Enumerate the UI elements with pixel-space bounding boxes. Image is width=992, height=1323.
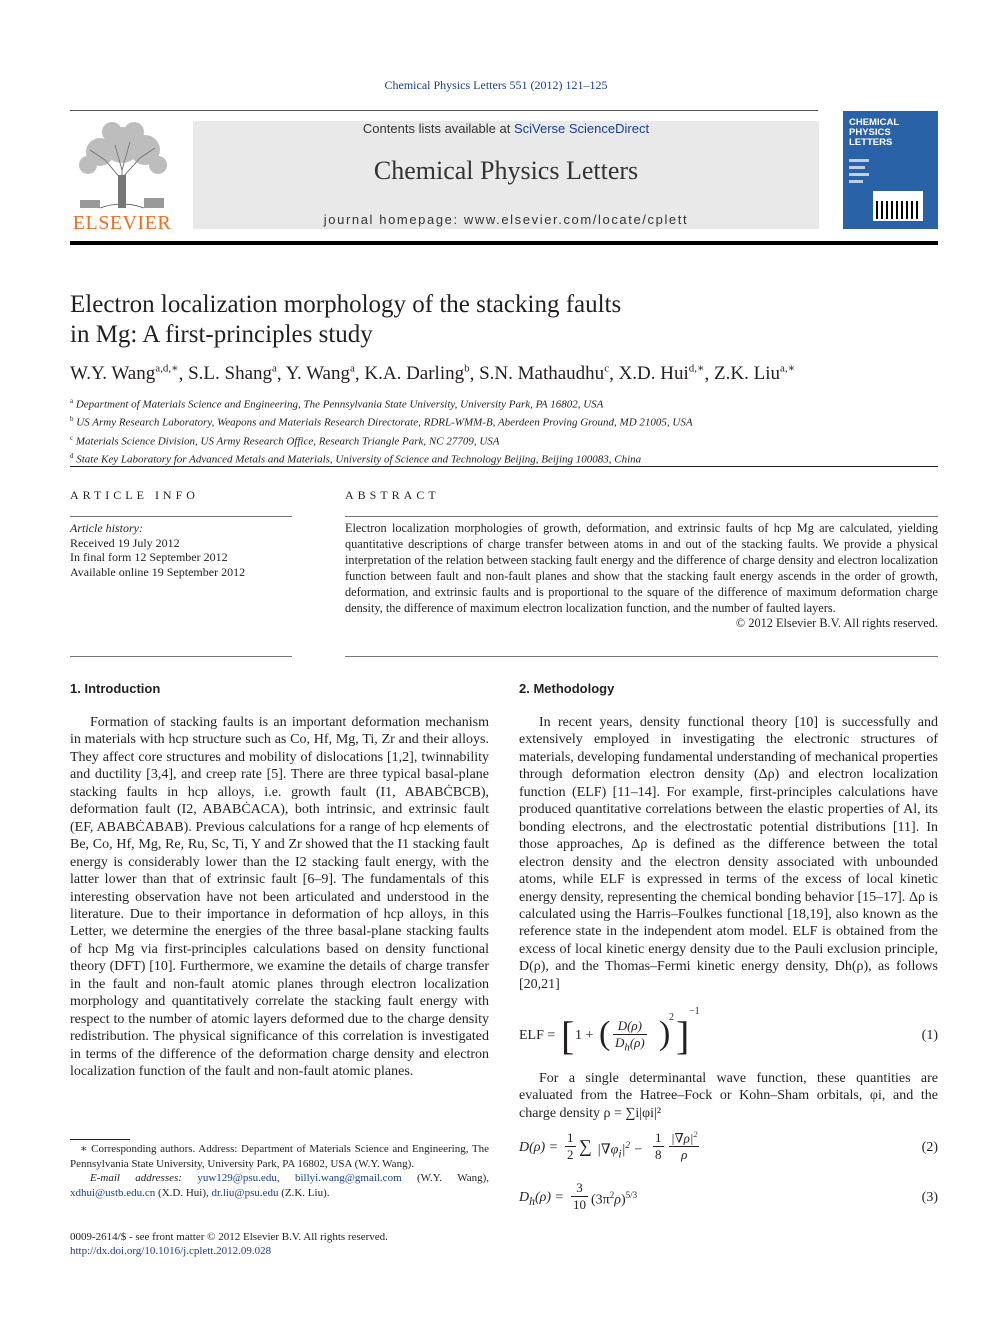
methodology-paragraph: In recent years, density functional theory [10] is successfully and extensively employed in investigating the electronic structures of materials, developing fundamental understanding of mechanical properties through deformation electron density (Δρ) and electron localization function (ELF) [11–14]. For example, first-principles calculations have produced quantitative correlations between the elastic properties of Al, its bonding electrons, and the electrostatic potential distributions [11]. In those approaches, Δρ is defined as the difference between the total electron density and the electron density associated with unbounded atoms, while ELF is expressed in terms of the excess of local kinetic energy density, representing the chemical bonding behavior [15–17]. Δρ is calculated using the Harris–Foulkes functional [18,19], also known as the reference state in the independent atom model. ELF is obtained from the excess of local kinetic energy density due to the Pauli exclusion principle, D(ρ), and the Thomas–Fermi kinetic energy density, Dh(ρ), as follows [20,21] <box>519 715 938 992</box>
author: W.Y. Wang$^{a,d,∗}$ <box>70 363 179 385</box>
equation-2: D(ρ) = $\frac{1}{2}$ ∑ $|\nabla\varphi_i|^2$ − $\frac{1}{8}$ $\frac{|\nabla\rho|^2}{\rho}$ (2) <box>519 1130 938 1163</box>
affiliation: $^b$ US Army Research Laboratory, Weapons and Materials Research Directorate, RDRL-WMM-B, Aberdeen Proving Ground, MD 21005, USA <box>70 415 693 429</box>
author: Y. Wang$^a$ <box>285 363 355 385</box>
equation-3: $D_h(\rho)$ = $\frac{3}{10}$ $(3\pi^2\rho)^{5/3}$ (3) <box>519 1180 938 1212</box>
contents-line <box>193 121 819 136</box>
methodology-paragraph: For a single determinantal wave function, these quantities are evaluated from the Hatree–Fock or Kohn–Sham orbitals, φi, and the charge density ρ = ∑i|φi|² <box>519 1071 938 1121</box>
received-date: Received 19 July 2012 <box>70 535 180 550</box>
intro-paragraph: Formation of stacking faults is an important deformation mechanism in materials with hcp structure such as Co, Hf, Mg, Ti, Zr and their alloys. They affect core structures and mobility of dislocations [1,2], twinnability and ductility [3,4], and creep rate [5]. There are three typical basal-plane stacking faults in hcp alloys, i.e. growth fault (I1, ABABĊBCB), deformation fault (I2, ABABĊACA), both intrinsic, and extrinsic fault (EF, ABABĊABAB). Previous calculations for a range of hcp elements of Be, Co, Hf, Mg, Re, Ru, Sc, Ti, Y and Zr showed that the I1 stacking fault energy is considerably lower than the I2 stacking fault energy, with the latter lower than that of extrinsic fault [6–9]. The fundamentals of this interesting observation have not been articulated and understood in the literature. Due to their importance in deformation of hcp alloys, in this Letter, we determine the energies of the three basal-plane stacking faults of hcp Mg via first-principles calculations based on density functional theory (DFT) [10]. Furthermore, we examine the details of charge transfer in the fault and non-fault atomic planes through electron localization morphology and quantitatively correlate the stacking fault energy with respect to the number of atomic layers deformed due to the charge density redistribution. The physical significance of this correlation is investigated in terms of the difference of the deformation charge density and electron localization function of the fault and non-fault atomic planes. <box>70 715 489 1080</box>
publisher-logo-text: ELSEVIER <box>72 212 172 234</box>
header-thick-rule <box>70 241 938 245</box>
methodology-body-2 <box>519 1070 938 1122</box>
author: X.D. Hui$^{d,∗}$ <box>618 363 705 385</box>
author: S.N. Mathaudhu$^c$ <box>479 363 610 385</box>
cover-title: CHEMICAL PHYSICS LETTERS <box>849 117 900 148</box>
methodology-body <box>519 714 938 993</box>
email-link[interactable]: yuw129@psu.edu <box>197 1172 277 1184</box>
divider <box>70 656 292 657</box>
final-form-date: In final form 12 September 2012 <box>70 550 228 565</box>
footnote <box>70 1142 489 1200</box>
doi-link[interactable]: http://dx.doi.org/10.1016/j.cplett.2012.09.028 <box>70 1245 272 1257</box>
abstract-text: Electron localization morphologies of growth, deformation, and extrinsic faults of hcp Mg are calculated, yielding quantitative descriptions of charge transfer between atoms in and out of the stacking faults. We provide a physical interpretation of the relation between stacking fault energy and the difference of charge density and electron localization function between fault and non-fault planes and show that the stacking fault energy ascends in the order of growth, deformation, and extrinsic faults and is proportional to the square of the difference of maximum deformation charge density, the difference of maximum electron localization function, and the number of faulted layers. <box>345 521 938 615</box>
email-owner: (Z.K. Liu). <box>281 1186 330 1199</box>
journal-homepage[interactable]: journal homepage: www.elsevier.com/locate/cplett <box>323 212 689 227</box>
divider <box>345 516 938 517</box>
abstract-heading: ABSTRACT <box>345 488 440 502</box>
intro-heading: 1. Introduction <box>70 681 161 696</box>
equation-number: (1) <box>921 1028 938 1043</box>
article-info-heading: ARTICLE INFO <box>70 488 199 502</box>
equation-1: ELF = [ 1 + ( $\frac{D(\rho)}{D_h(\rho)}$ ) 2 ] −1 (1) <box>519 1006 938 1058</box>
sciencedirect-link[interactable]: SciVerse ScienceDirect <box>513 121 650 136</box>
footnote-rule <box>70 1139 130 1140</box>
methodology-heading: 2. Methodology <box>519 681 615 696</box>
divider <box>70 516 292 517</box>
journal-reference[interactable]: Chemical Physics Letters 551 (2012) 121–125 <box>384 78 608 92</box>
contents-prefix: Contents lists available at <box>362 121 514 136</box>
email-label: E-mail addresses: <box>90 1172 182 1184</box>
issn-line: 0009-2614/$ - see front matter © 2012 Elsevier B.V. All rights reserved. <box>70 1231 388 1243</box>
equation-number: (2) <box>921 1140 938 1155</box>
equation-number: (3) <box>921 1190 938 1205</box>
divider <box>345 656 938 657</box>
author: Z.K. Liu$^{a,∗}$ <box>714 363 796 385</box>
affiliation: $^c$ Materials Science Division, US Army Research Office, Research Triangle Park, NC 27709, USA <box>70 433 500 448</box>
history-label: Article history: <box>70 521 143 535</box>
author: K.A. Darling$^b$ <box>364 363 470 385</box>
email-line: E-mail addresses: yuw129@psu.edu, billyi.wang@gmail.com (W.Y. Wang), xdhui@ustb.edu.cn (X.D. Hui), dr.liu@psu.edu (Z.K. Liu). <box>70 1172 490 1199</box>
divider <box>70 466 938 467</box>
email-link[interactable]: xdhui@ustb.edu.cn <box>70 1186 156 1199</box>
paper-title: Electron localization morphology of the stacking faults in Mg: A first-principles study <box>70 291 622 348</box>
email-link[interactable]: dr.liu@psu.edu <box>211 1186 279 1199</box>
affiliation: $^d$ State Key Laboratory for Advanced Metals and Materials, University of Science and Technology Beijing, Beijing 100083, China <box>70 451 642 466</box>
author: S.L. Shang$^a$ <box>188 363 277 385</box>
bottom-metadata <box>70 1230 388 1258</box>
author-list: W.Y. Wang$^{a,d,∗}$, S.L. Shang$^a$, Y. Wang$^a$, K.A. Darling$^b$, S.N. Mathaudhu$^c$, X.D. Hui$^{d,∗}$, Z.K. Liu$^{a,∗}$ <box>70 363 796 385</box>
email-owner: (X.D. Hui), <box>158 1186 209 1199</box>
affiliation: $^a$ Department of Materials Science and Engineering, The Pennsylvania State University, University Park, PA 16802, USA <box>70 397 604 411</box>
corresponding-note: ∗ Corresponding authors. Address: Department of Materials Science and Engineering, The Pennsylvania State University, University Park, PA 16802, USA (W.Y. Wang). <box>70 1143 489 1170</box>
copyright: © 2012 Elsevier B.V. All rights reserved. <box>735 616 938 631</box>
header-rule <box>70 110 818 111</box>
email-link[interactable]: billyi.wang@gmail.com <box>294 1172 402 1184</box>
affiliations <box>70 394 950 467</box>
email-owner: (W.Y. Wang), <box>417 1172 490 1184</box>
online-date: Available online 19 September 2012 <box>70 565 246 580</box>
intro-body <box>70 714 489 1081</box>
abstract-body <box>345 521 938 632</box>
journal-title: Chemical Physics Letters <box>373 156 639 185</box>
article-history <box>70 521 290 580</box>
